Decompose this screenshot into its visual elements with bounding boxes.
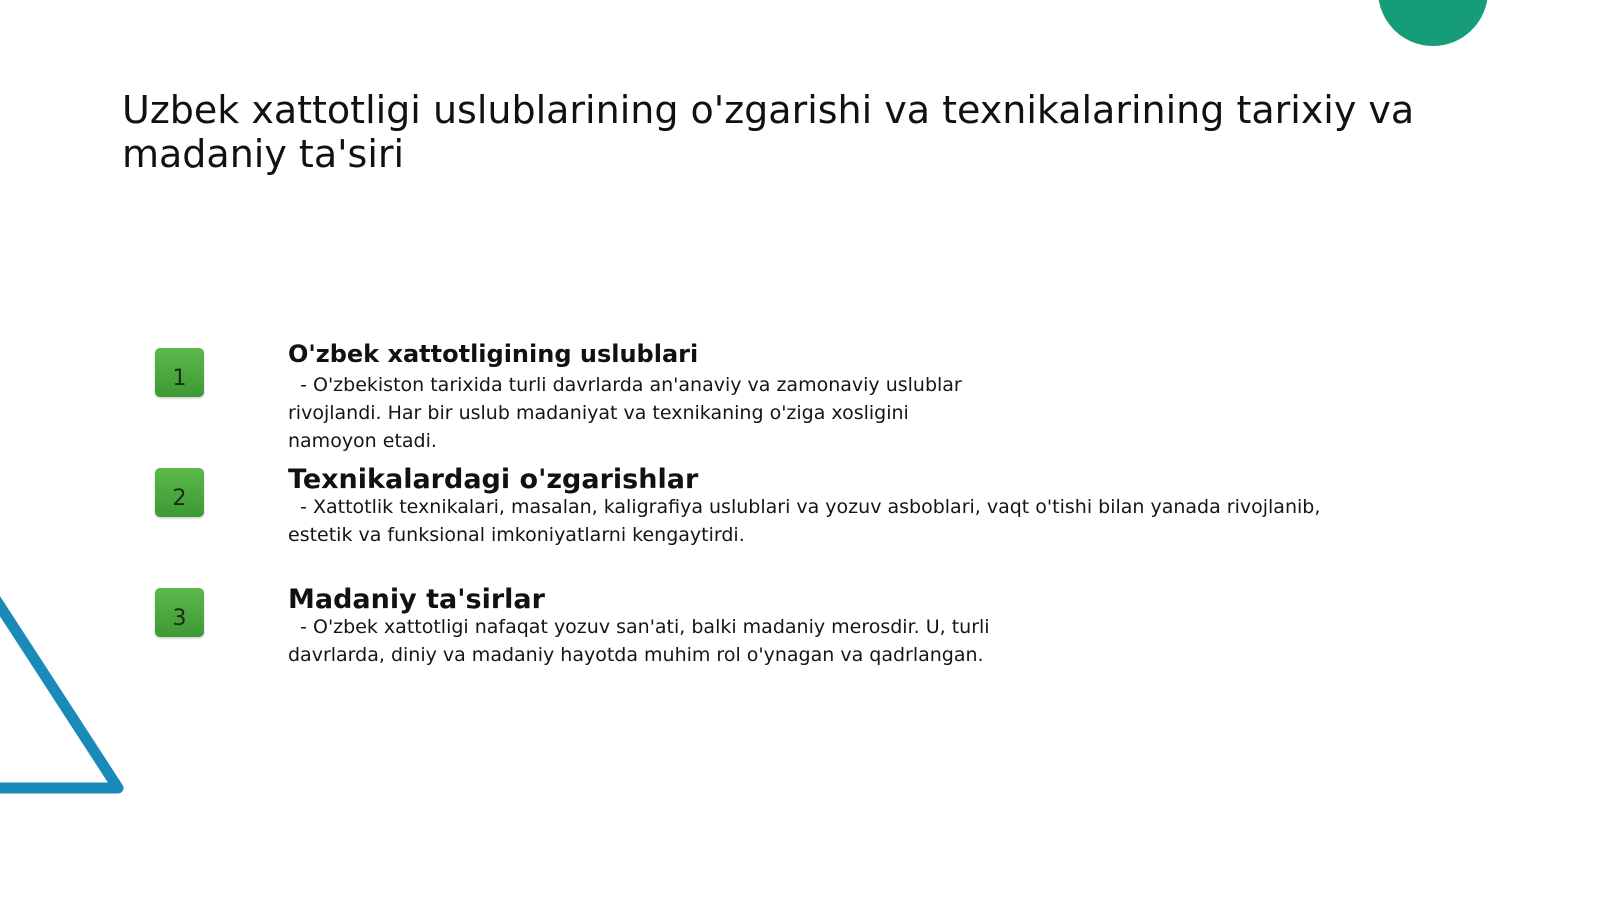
item-heading: Texnikalardagi o'zgarishlar [288,464,699,495]
decorative-triangle [0,560,140,820]
item-body: - Xattotlik texnikalari, masalan, kaligrafiya uslublari va yozuv asboblari, vaqt o'tishi bilan yanada rivojlanib, estetik va funksional imkoniyatlarni kengaytirdi. [288,496,1321,546]
item-heading: O'zbek xattotligining uslublari [288,340,699,368]
number-badge-1 [155,348,204,397]
item-text-3 [288,584,990,669]
item-text-1 [288,340,962,455]
item-heading: Madaniy ta'sirlar [288,584,545,615]
decorative-circle [1378,0,1488,46]
item-text-2 [288,464,1320,549]
item-body: - O'zbekiston tarixida turli davrlarda an'anaviy va zamonaviy uslublar rivojlandi. Har bir uslub madaniyat va texnikaning o'ziga xosligini namoyon etadi. [288,374,962,452]
slide-title: Uzbek xattotligi uslublarining o'zgarishi va texnikalarining tarixiy va madaniy ta'siri [122,88,1415,176]
number-badge-label: 1 [172,366,187,391]
number-badge-3 [155,588,204,637]
triangle-outline [0,560,118,788]
number-badge-label: 3 [172,606,187,631]
number-badge-label: 2 [172,486,187,511]
number-badge-2 [155,468,204,517]
item-body: - O'zbek xattotligi nafaqat yozuv san'ati, balki madaniy merosdir. U, turli davrlarda, diniy va madaniy hayotda muhim rol o'ynagan va qadrlangan. [288,616,990,666]
